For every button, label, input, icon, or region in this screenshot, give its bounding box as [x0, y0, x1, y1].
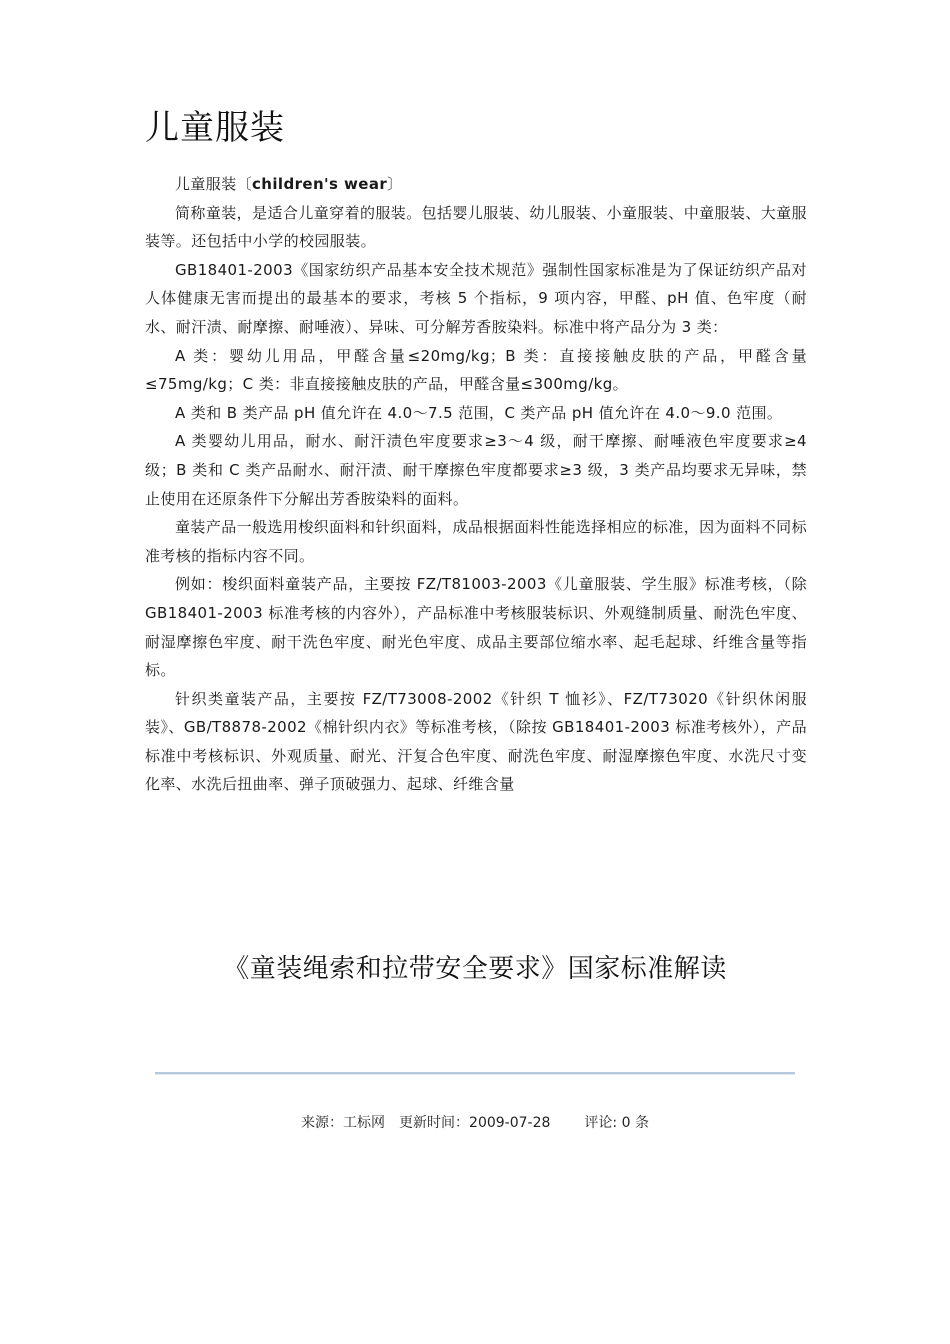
paragraph-color-fastness: A 类婴幼儿用品，耐水、耐汗渍色牢度要求≥3～4 级，耐干摩擦、耐唾液色牢度要求≥4 级；B 类和 C 类产品耐水、耐汗渍、耐干摩擦色牢度都要求≥3 级，3 类产品均要求无异味，禁止使用在还原条件下分解出芳香胺染料的面料。 — [145, 432, 807, 508]
source-label: 来源： — [301, 1115, 344, 1131]
page-title: 儿童服装 — [145, 108, 285, 148]
paragraph-definition: 简称童装，是适合儿童穿着的服装。包括婴儿服装、幼儿服装、小童服装、中童服装、大童服装等。还包括中小学的校园服装。 — [145, 203, 807, 251]
term-definition-line — [145, 170, 807, 199]
term-zh: 儿童服装〔 — [175, 175, 253, 193]
article-body — [145, 170, 807, 799]
paragraph-ph-range: A 类和 B 类产品 pH 值允许在 4.0～7.5 范围，C 类产品 pH 值允许在 4.0～9.0 范围。 — [175, 403, 783, 422]
divider — [155, 1072, 795, 1074]
updated-value: 2009-07-28 — [469, 1115, 551, 1131]
section-title: 《童装绳索和拉带安全要求》国家标准解读 — [223, 954, 727, 984]
paragraph-knitted-products: 针织类童装产品，主要按 FZ/T73008-2002《针织 T 恤衫》、FZ/T73020《针织休闲服装》、GB/T8878-2002《棉针织内衣》等标准考核，（除按 GB18401-2003 标准考核外），产品标准中考核标识、外观质量、耐光、汗复合色牢度、耐洗色牢度、耐湿摩擦色牢度、水洗尺寸变化率、水洗后扭曲率、弹子顶破强力、起球、纤维含量 — [145, 689, 807, 794]
comments-count[interactable]: 0 — [621, 1115, 631, 1131]
comments-unit: 条 — [634, 1115, 649, 1131]
article-meta — [0, 1112, 950, 1132]
paragraph-woven-example: 例如：梭织面料童装产品，主要按 FZ/T81003-2003《儿童服装、学生服》标准考核，（除 GB18401-2003 标准考核的内容外），产品标准中考核服装标识、外观缝制质量、耐洗色牢度、耐湿摩擦色牢度、耐干洗色牢度、耐光色牢度、成品主要部位缩水率、起毛起球、纤维含量等指标。 — [145, 575, 807, 680]
source-value: 工标网 — [343, 1115, 386, 1131]
term-en: children's wear — [252, 175, 388, 193]
term-close-bracket: 〕 — [387, 175, 403, 193]
paragraph-fabric-standards: 童装产品一般选用梭织面料和针织面料，成品根据面料性能选择相应的标准，因为面料不同标准考核的指标内容不同。 — [145, 518, 807, 565]
paragraph-gb18401: GB18401-2003《国家纺织产品基本安全技术规范》强制性国家标准是为了保证纺织产品对人体健康无害而提出的最基本的要求，考核 5 个指标，9 项内容，甲醛、pH 值、色牢度（耐水、耐汗渍、耐摩擦、耐唾液）、异味、可分解芳香胺染料。标准中将产品分为 3 类： — [145, 260, 807, 336]
comments-label: 评论: — [584, 1115, 618, 1131]
paragraph-formaldehyde-classes: A 类：婴幼儿用品，甲醛含量≤20mg/kg；B 类：直接接触皮肤的产品，甲醛含量≤75mg/kg；C 类：非直接接触皮肤的产品，甲醛含量≤300mg/kg。 — [145, 346, 807, 394]
updated-label: 更新时间： — [399, 1115, 470, 1131]
